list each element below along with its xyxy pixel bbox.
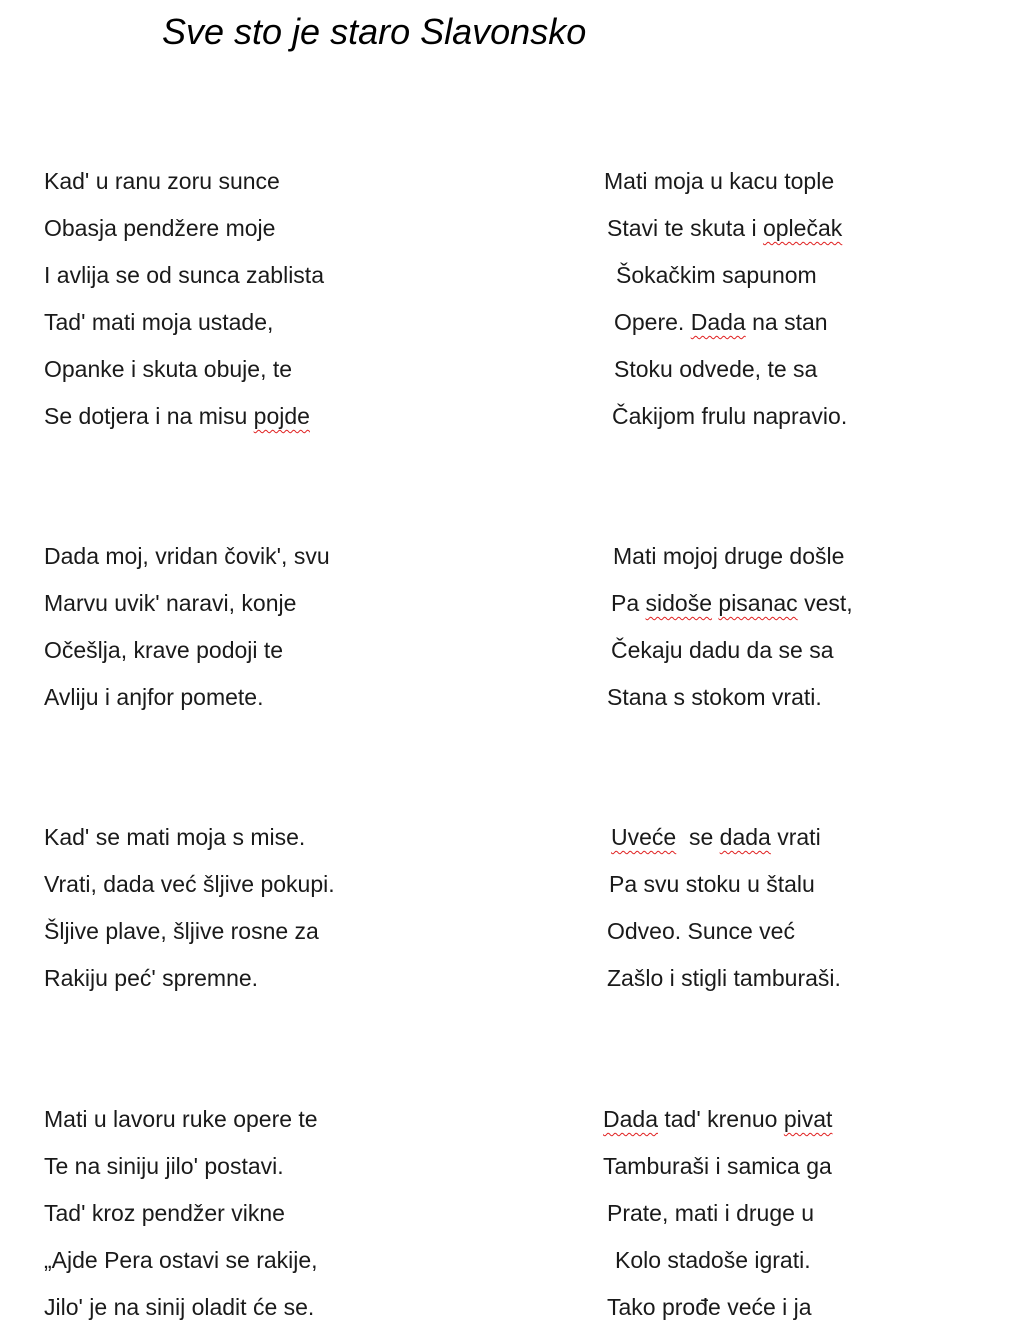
poem-line: Stavi te skuta i oplečak: [607, 215, 843, 241]
poem-line: „Ajde Pera ostavi se rakije,: [44, 1247, 318, 1273]
poem-line: I avlija se od sunca zablista: [44, 262, 324, 288]
poem-line: Vrati, dada već šljive pokupi.: [44, 871, 335, 897]
poem-line: Pa svu stoku u štalu: [609, 871, 815, 897]
poem-line: Tako prođe veće i ja: [607, 1294, 812, 1320]
poem-line: Stana s stokom vrati.: [607, 684, 822, 710]
poem-line: Šokačkim sapunom: [616, 262, 817, 288]
poem-line: Obasja pendžere moje: [44, 215, 276, 241]
poem-line: Avliju i anjfor pomete.: [44, 684, 264, 710]
spellcheck-flagged-word: Uveće: [611, 824, 677, 850]
poem-line: Uveće se dada vrati: [611, 824, 821, 850]
poem-line: Zašlo i stigli tamburaši.: [607, 965, 841, 991]
spellcheck-flagged-word: oplečak: [762, 215, 843, 241]
poem-line: Mati u lavoru ruke opere te: [44, 1106, 318, 1132]
poem-line: Se dotjera i na misu pojde: [44, 403, 310, 429]
poem-line: Prate, mati i druge u: [607, 1200, 815, 1226]
spellcheck-flagged-word: dada: [719, 824, 771, 850]
poem-line: Čakijom frulu napravio.: [612, 403, 848, 429]
poem-line: Opere. Dada na stan: [614, 309, 828, 335]
poem-line: Marvu uvik' naravi, konje: [44, 590, 297, 616]
poem-line: Mati mojoj druge došle: [613, 543, 845, 569]
poem-line: Šljive plave, šljive rosne za: [44, 918, 319, 944]
poem-line: Mati moja u kacu tople: [604, 168, 835, 194]
spellcheck-flagged-word: pivat: [783, 1106, 833, 1132]
poem-line: Čekaju dadu da se sa: [611, 637, 834, 663]
poem-line: Tamburaši i samica ga: [603, 1153, 832, 1179]
poem-line: Odveo. Sunce već: [607, 918, 795, 944]
spellcheck-flagged-word: Dada: [690, 309, 746, 335]
poem-line: Tad' mati moja ustade,: [44, 309, 274, 335]
poem-line: Kad' u ranu zoru sunce: [44, 168, 280, 194]
poem-line: Tad' kroz pendžer vikne: [44, 1200, 285, 1226]
poem-line: Kolo stadoše igrati.: [615, 1247, 811, 1273]
poem-line: Opanke i skuta obuje, te: [44, 356, 293, 382]
poem-line: Rakiju peć' spremne.: [44, 965, 259, 991]
poem-line: Dada moj, vridan čovik', svu: [44, 543, 330, 569]
spellcheck-flagged-word: sidoše: [645, 590, 713, 616]
poem-line: Kad' se mati moja s mise.: [44, 824, 306, 850]
poem-line: Te na siniju jilo' postavi.: [44, 1153, 284, 1179]
poem-line: Stoku odvede, te sa: [614, 356, 818, 382]
poem-line: Jilo' je na sinij oladit će se.: [44, 1294, 315, 1320]
poem-title: Sve sto je staro Slavonsko: [162, 11, 587, 52]
poem-line: Pa sidoše pisanac vest,: [611, 590, 853, 616]
spellcheck-flagged-word: pojde: [253, 403, 310, 429]
poem-line: Očešlja, krave podoji te: [44, 637, 284, 663]
spellcheck-flagged-word: Dada: [603, 1106, 658, 1132]
spellcheck-flagged-word: pisanac: [718, 590, 798, 616]
poem-line: Dada tad' krenuo pivat: [603, 1106, 833, 1132]
